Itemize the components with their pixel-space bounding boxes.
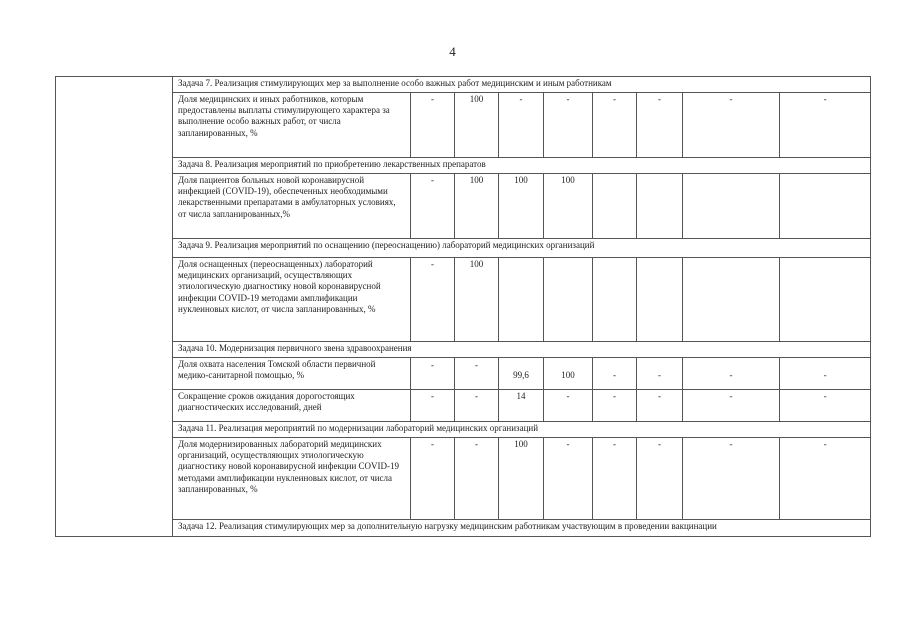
- value-cell: 100: [455, 258, 499, 342]
- value-cell: -: [683, 390, 780, 422]
- indicator-row: [56, 258, 871, 342]
- value-cell: -: [455, 438, 499, 520]
- value-cell: -: [637, 93, 683, 158]
- value-cell: -: [455, 358, 499, 390]
- value-cell: -: [499, 93, 544, 158]
- value-cell: -: [544, 390, 593, 422]
- value-cell: [544, 258, 593, 342]
- value-cell: -: [683, 93, 780, 158]
- task-row: [56, 158, 871, 174]
- indicator-row: [56, 93, 871, 158]
- value-cell: -: [455, 390, 499, 422]
- indicator-row: [56, 390, 871, 422]
- task-row: [56, 422, 871, 438]
- value-cell: 100: [499, 174, 544, 239]
- value-cell: -: [411, 358, 455, 390]
- value-cell: [593, 258, 637, 342]
- indicator-name: Доля модернизированных лабораторий медицинских организаций, осуществляющих этиологическую диагностику новой коронавирусной инфекции COVID-19 методами амплификации нуклеиновых кислот, от числа запланированных, %: [173, 438, 411, 520]
- indicator-name: Доля пациентов больных новой коронавирусной инфекцией (COVID-19), обеспеченных необходимыми лекарственными препаратами в амбулаторных условиях, от числа запланированных,%: [173, 174, 411, 239]
- task-heading: Задача 9. Реализация мероприятий по оснащению (переоснащению) лабораторий медицинских организаций: [173, 239, 871, 258]
- value-cell: -: [637, 438, 683, 520]
- task-row: [56, 239, 871, 258]
- value-cell: 100: [455, 93, 499, 158]
- indicator-name: Сокращение сроков ожидания дорогостоящих диагностических исследований, дней: [173, 390, 411, 422]
- value-cell: -: [780, 358, 871, 390]
- value-cell: -: [411, 390, 455, 422]
- task-row: [56, 342, 871, 358]
- indicator-name: Доля охвата населения Томской области первичной медико-санитарной помощью, %: [173, 358, 411, 390]
- left-merged-cell: [56, 77, 173, 537]
- value-cell: [637, 258, 683, 342]
- task-row: [56, 77, 871, 93]
- indicator-row: [56, 438, 871, 520]
- value-cell: [593, 174, 637, 239]
- value-cell: [780, 174, 871, 239]
- value-cell: -: [780, 438, 871, 520]
- task-heading: Задача 8. Реализация мероприятий по приобретению лекарственных препаратов: [173, 158, 871, 174]
- indicator-row: [56, 174, 871, 239]
- indicator-name: Доля медицинских и иных работников, которым предоставлены выплаты стимулирующего характера за выполнение особо важных работ, от числа запланированных, %: [173, 93, 411, 158]
- value-cell: -: [593, 438, 637, 520]
- value-cell: -: [544, 438, 593, 520]
- value-cell: [683, 258, 780, 342]
- value-cell: 100: [455, 174, 499, 239]
- indicators-table: [55, 76, 871, 537]
- value-cell: [683, 174, 780, 239]
- value-cell: 100: [544, 358, 593, 390]
- page-number: 4: [449, 44, 456, 59]
- value-cell: -: [780, 390, 871, 422]
- value-cell: 100: [544, 174, 593, 239]
- value-cell: -: [780, 93, 871, 158]
- value-cell: -: [411, 258, 455, 342]
- value-cell: -: [411, 93, 455, 158]
- value-cell: [780, 258, 871, 342]
- value-cell: -: [683, 438, 780, 520]
- value-cell: -: [593, 358, 637, 390]
- value-cell: -: [544, 93, 593, 158]
- indicator-row: [56, 358, 871, 390]
- indicator-name: Доля оснащенных (переоснащенных) лабораторий медицинских организаций, осуществляющих этиологическую диагностику новой коронавирусной инфекции COVID-19 методами амплификации нуклеиновых кислот, от числа запланированных, %: [173, 258, 411, 342]
- task-heading: Задача 12. Реализация стимулирующих мер за дополнительную нагрузку медицинским работникам участвующим в проведении вакцинации: [173, 520, 871, 537]
- value-cell: -: [637, 390, 683, 422]
- value-cell: -: [411, 438, 455, 520]
- value-cell: -: [593, 390, 637, 422]
- value-cell: -: [637, 358, 683, 390]
- value-cell: -: [411, 174, 455, 239]
- value-cell: 99,6: [499, 358, 544, 390]
- task-heading: Задача 7. Реализация стимулирующих мер за выполнение особо важных работ медицинским и иным работникам: [173, 77, 871, 93]
- task-row: [56, 520, 871, 537]
- value-cell: [637, 174, 683, 239]
- task-heading: Задача 10. Модернизация первичного звена здравоохранения: [173, 342, 871, 358]
- value-cell: [499, 258, 544, 342]
- value-cell: 14: [499, 390, 544, 422]
- value-cell: -: [593, 93, 637, 158]
- task-heading: Задача 11. Реализация мероприятий по модернизации лабораторий медицинских организаций: [173, 422, 871, 438]
- value-cell: -: [683, 358, 780, 390]
- value-cell: 100: [499, 438, 544, 520]
